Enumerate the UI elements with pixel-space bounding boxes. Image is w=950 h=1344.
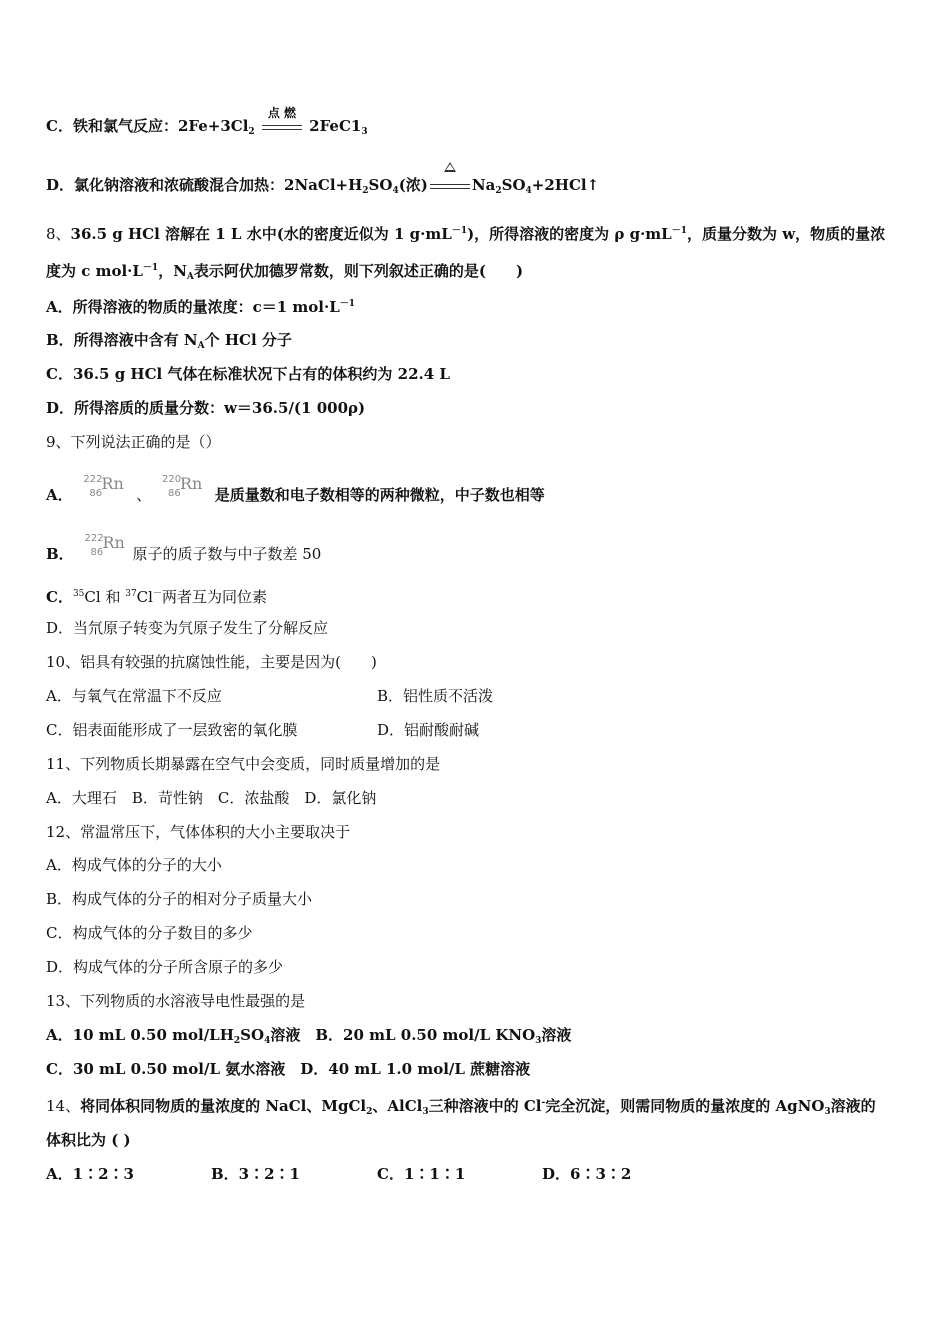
q10-option-b: B．铝性质不活泼	[377, 687, 494, 705]
q14-option-d: D．6∶3∶2	[542, 1165, 632, 1183]
q8-stem-line1: 8、36.5 g HCl 溶解在 1 L 水中(水的密度近似为 1 $g\cdot mL^{-1}$)，所得溶液的密度为 ρ $g\cdot mL^{-1}$，质量分数为 w，物质的量浓	[46, 225, 886, 243]
q9-option-a: A． 222 86 Rn 、 220 86 Rn 是质量数和电子数相等的两种微粒，中子数也相等	[46, 474, 545, 504]
q10-option-c: C．铝表面能形成了一层致密的氧化膜	[46, 721, 298, 739]
nuclide-rn222: 222 86 Rn	[83, 474, 124, 499]
heat-triangle-icon	[444, 162, 456, 172]
q14-option-a: A．1∶2∶3	[46, 1165, 134, 1183]
q13-options-cd: C．30 mL 0.50 mol/L 氨水溶液 D．40 mL 1.0 mol/L 蔗糖溶液	[46, 1060, 531, 1078]
heat-triangle-equals	[430, 174, 470, 194]
q9-option-c: C．$^{35}$Cl 和 $^{37}$Cl－两者互为同位素	[46, 588, 267, 606]
q8-option-c: C．36.5 g HCl 气体在标准状况下占有的体积约为 22.4 L	[46, 365, 450, 383]
q14-option-b: B．3∶2∶1	[211, 1165, 300, 1183]
q10-options-ab	[46, 686, 906, 706]
q7-c-products: 2FeC1	[309, 117, 362, 135]
q7-option-d: D．氯化钠溶液和浓硫酸混合加热：$2NaCl+H_2SO_4$(浓) $Na_2SO_4+2HCl↑$	[46, 174, 599, 201]
nuclide-rn220: 220 86 Rn	[162, 474, 203, 499]
q10-options-cd	[46, 720, 906, 740]
q7-option-c: C．铁和氯气反应：$2Fe+3Cl_2$ 点 燃 $2FeC1_3$	[46, 106, 368, 137]
q9-stem: 9、下列说法正确的是（）	[46, 433, 221, 451]
reaction-condition-equals: 点 燃	[262, 115, 302, 135]
q10-stem: 10、铝具有较强的抗腐蚀性能，主要是因为( )	[46, 653, 377, 671]
q9-option-b: B． 222 86 Rn 原子的质子数与中子数差 50	[46, 533, 322, 563]
q9-option-d: D．当氘原子转变为氕原子发生了分解反应	[46, 619, 329, 637]
q10-option-a: A．与氧气在常温下不反应	[46, 687, 222, 705]
q8-stem-line2: 度为 c $mol\cdot L^{-1}$，$N_A$表示阿伏加德罗常数，则下列叙述正确的是( )	[46, 262, 524, 282]
q11-options: A．大理石 B．苛性钠 C．浓盐酸 D．氯化钠	[46, 789, 377, 807]
q12-option-c: C．构成气体的分子数目的多少	[46, 924, 253, 942]
q12-option-d: D．构成气体的分子所含原子的多少	[46, 958, 284, 976]
q10-option-d: D．铝耐酸耐碱	[377, 721, 480, 739]
q7-c-reactants: 2Fe+3Cl	[177, 117, 249, 135]
q14-option-c: C．1∶1∶1	[377, 1165, 466, 1183]
q12-stem: 12、常温常压下，气体体积的大小主要取决于	[46, 823, 351, 841]
q13-stem: 13、下列物质的水溶液导电性最强的是	[46, 992, 306, 1010]
q8-option-d: D．所得溶质的质量分数：w＝36.5/(1 000ρ)	[46, 399, 366, 417]
q14-stem-line1: 14、将同体积同物质的量浓度的 NaCl、MgCl$_2$、AlCl$_3$三种溶液中的 Cl-完全沉淀，则需同物质的量浓度的 AgNO$_3$溶液的	[46, 1097, 876, 1117]
q14-stem-line2: 体积比为 ( )	[46, 1131, 131, 1149]
q8-option-b: B．所得溶液中含有 $N_A$个 HCl 分子	[46, 331, 292, 351]
q8-option-a: A．所得溶液的物质的量浓度：c＝1 $mol\cdot L^{-1}$	[46, 298, 356, 316]
nuclide-rn222-b: 222 86 Rn	[84, 533, 125, 558]
q12-option-a: A．构成气体的分子的大小	[46, 856, 222, 874]
q7-c-label: C．铁和氯气反应：	[46, 117, 178, 135]
q13-options-ab: A．10 mL 0.50 mol/$LH_2SO_4$溶液 B．20 mL 0.50 mol/L $KNO_3$溶液	[46, 1026, 572, 1046]
q11-stem: 11、下列物质长期暴露在空气中会变质，同时质量增加的是	[46, 755, 441, 773]
q12-option-b: B．构成气体的分子的相对分子质量大小	[46, 890, 313, 908]
